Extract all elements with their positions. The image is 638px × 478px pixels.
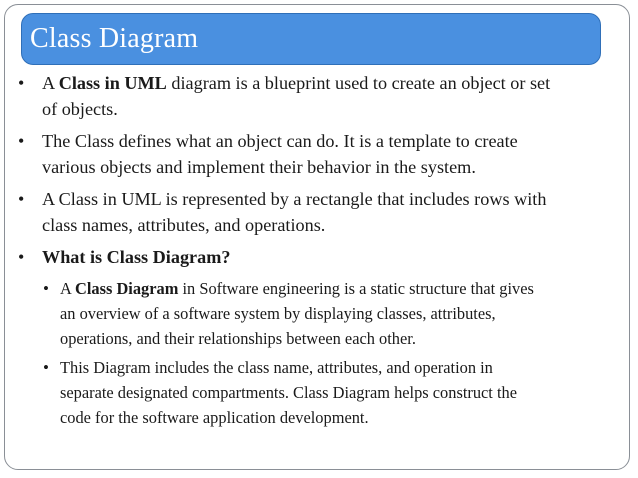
- bullet-line: [60, 276, 632, 301]
- bullet-line: an overview of a software system by displaying classes, attributes,: [60, 304, 496, 323]
- bold-text-run: Class Diagram: [75, 279, 179, 298]
- bullet-line: The Class defines what an object can do. It is a template to create: [42, 131, 518, 151]
- sub-bullet-item: [0, 276, 638, 351]
- bullet-line: class names, attributes, and operations.: [42, 215, 326, 235]
- bullet-line: separate designated compartments. Class Diagram helps construct the: [60, 383, 517, 402]
- bullet-item: [0, 186, 638, 238]
- sub-bullet-item: [0, 355, 638, 430]
- bullet-line: code for the software application development.: [60, 408, 369, 427]
- bullet-line: This Diagram includes the class name, attributes, and operation in: [60, 358, 493, 377]
- bullet-line: operations, and their relationships between each other.: [60, 329, 416, 348]
- slide-title: Class Diagram: [30, 23, 199, 54]
- bullet-dot-icon: •: [43, 358, 49, 377]
- bullet-dot-icon: •: [18, 73, 25, 93]
- text-run: in Software engineering is a static structure that gives: [178, 279, 534, 298]
- slide-content: [0, 70, 638, 434]
- bullet-heading: What is Class Diagram?: [42, 247, 231, 267]
- bullet-dot-icon: •: [18, 247, 25, 267]
- bullet-line: A Class in UML is represented by a rectangle that includes rows with: [42, 189, 547, 209]
- bold-text-run: Class in UML: [58, 73, 167, 93]
- bullet-dot-icon: •: [18, 131, 25, 151]
- bullet-dot-icon: •: [18, 189, 25, 209]
- bullet-item: [0, 70, 638, 122]
- text-run: diagram is a blueprint used to create an object or set: [166, 73, 551, 93]
- text-run: A: [42, 73, 59, 93]
- bullet-item: [0, 244, 638, 270]
- bullet-line: [42, 70, 632, 96]
- bullet-line: of objects.: [42, 99, 118, 119]
- bullet-item: [0, 128, 638, 180]
- bullet-line: various objects and implement their behavior in the system.: [42, 157, 476, 177]
- bullet-dot-icon: •: [43, 279, 49, 298]
- text-run: A: [60, 279, 76, 298]
